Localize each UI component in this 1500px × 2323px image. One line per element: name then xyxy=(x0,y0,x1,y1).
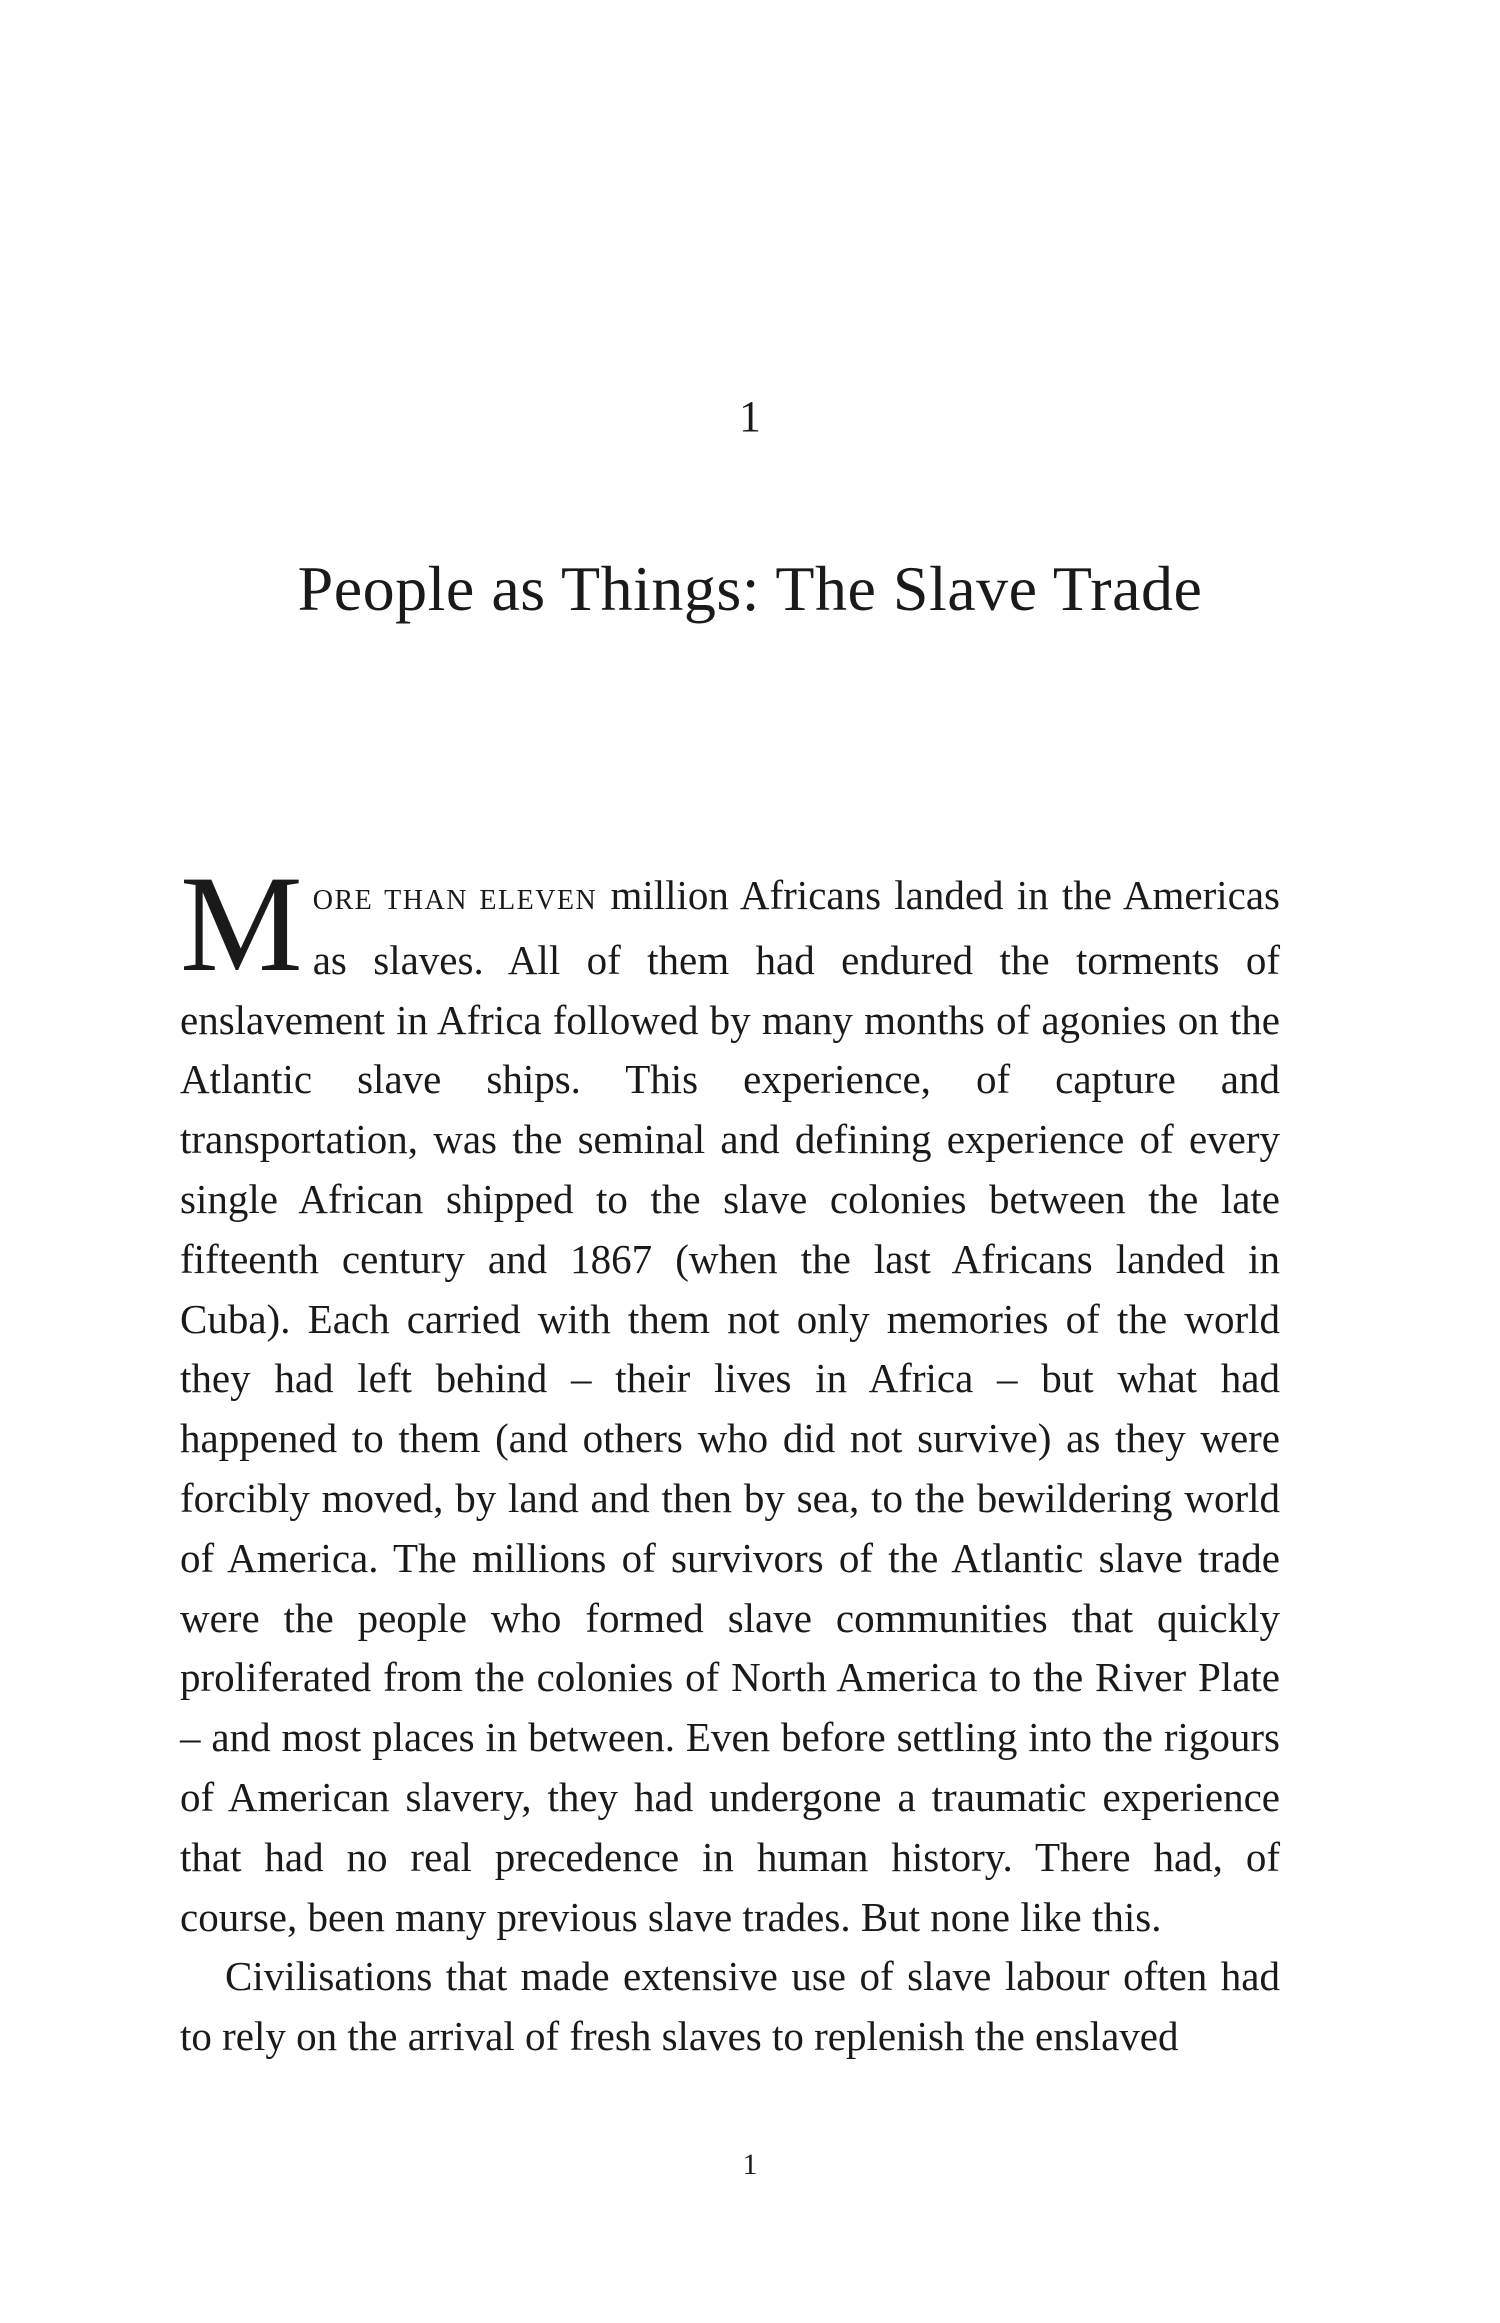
drop-cap: M xyxy=(180,847,303,1000)
opening-paragraph xyxy=(180,847,1280,1947)
chapter-number: 1 xyxy=(739,392,761,441)
paragraph-text: million Africans landed in the Americas as slaves. All of them had endured the torments of enslavement in Africa followed by many months of agonies on the Atlantic slave ships. This experience, of capture and transportation, was the seminal and defining experience of every single African shipped to the slave colonies between the late fifteenth century and 1867 (when the last Africans landed in Cuba). Each carried with them not only memories of the world they had left behind – their lives in Africa – but what had happened to them (and others who did not survive) as they were forcibly moved, by land and then by sea, to the bewildering world of America. The millions of survivors of the Atlantic slave trade were the people who formed slave communities that quickly proliferated from the colonies of North America to the River Plate – and most places in between. Even before settling into the rigours of American slavery, they had undergone a traumatic experience that had no real precedence in human history. There had, of course, been many previous slave trades. But none like this. xyxy=(180,872,1280,1940)
small-caps-lead: ORE THAN ELEVEN xyxy=(312,885,598,916)
second-paragraph: Civilisations that made extensive use of slave labour often had to rely on the arrival of fresh slaves to replenish the enslaved xyxy=(180,1953,1280,2060)
chapter-title: People as Things: The Slave Trade xyxy=(297,553,1203,624)
chapter-body xyxy=(180,847,1280,2067)
page-number: 1 xyxy=(742,2148,758,2181)
